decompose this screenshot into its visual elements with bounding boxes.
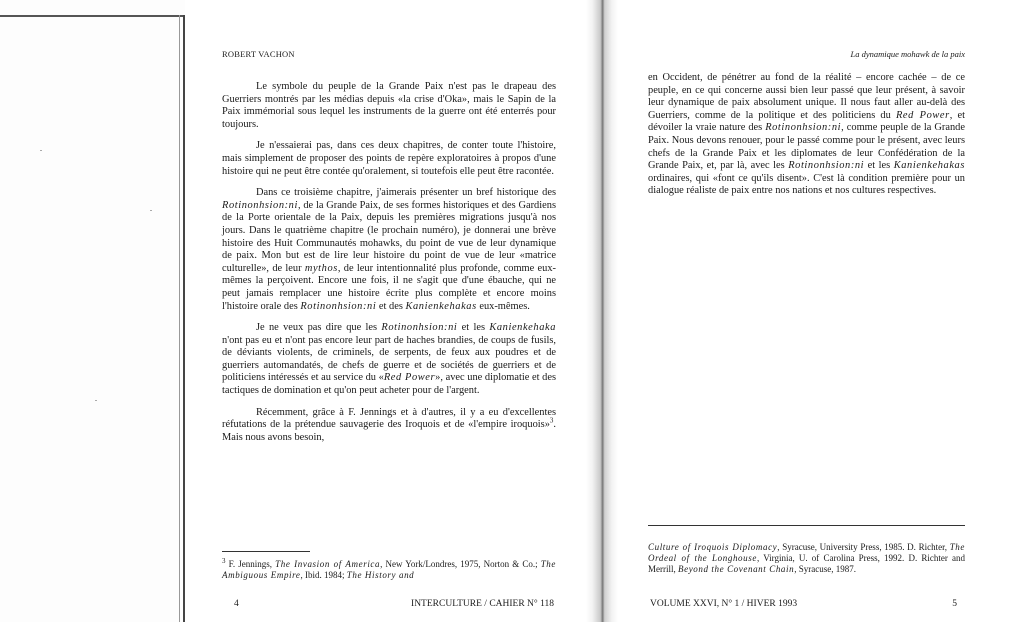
paragraph: en Occident, de pénétrer au fond de la réalité – encore cachée – de ce peuple, en ce qui concerne aussi bien leur passé que leur présent, à savoir leur dynamique de paix absolument unique. Il nous faut aller au-delà des Guerriers, comme de la politique et des politiciens du Red Power, et dévoiler la vraie nature des Rotinonhsion:ni, comme peuple de la Grande Paix. Nous devons renouer, pour le passé comme pour le présent, avec leurs chefs de la Grande Paix et les diplomates de leur Confédération de la Grande Paix, et, par là, avec les Rotinonhsion:ni et les Kanienkehakas ordinaires, qui «font ce qu'ils disent». C'est là condition première pour un dialogue réaliste de paix entre nos nations et nos cultures respectives. [648, 72, 965, 197]
italic-term: The History and [346, 570, 415, 580]
footnote-rule [648, 525, 965, 526]
page-number: 5 [952, 599, 957, 609]
footnote: $^3$ F. Jennings, The Invasion of America, New York/Londres, 1975, Norton & Co.; The Ambiguous Empire, Ibid. 1984; The History and [222, 557, 557, 580]
left-page [222, 40, 556, 615]
page-edge-top-line [0, 15, 183, 17]
paragraph: Je ne veux pas dire que les Rotinonhsion:ni et les Kanienkehaka n'ont pas eu et n'ont pas encore leur part de haches brandies, de coups de fusils, de déviants violents, de criminels, de serpents, de feux aux poudres et de guerriers automandatés, de chefs de guerre et de sociétés de guerriers et de politiciens intéressés et au service du «Red Power», avec une diplomatie et des tactiques de domination et qu'on peut acheter pour de l'argent. [222, 322, 556, 397]
left-page-body [222, 81, 556, 453]
italic-term: Kanienkehakas [893, 160, 965, 172]
journal-footer: INTERCULTURE / CAHIER N° 118 [411, 599, 554, 609]
italic-term: Rotinonhsion:ni [300, 300, 377, 312]
right-page [648, 40, 965, 615]
italic-term: mythos [304, 262, 338, 274]
italic-term: The Invasion of America [275, 559, 381, 569]
italic-term: The Ambiguous Empire [222, 559, 557, 580]
footnote-rule [222, 551, 310, 552]
italic-term: The Ordeal of the Longhouse [648, 542, 965, 563]
book-gutter [586, 0, 618, 622]
italic-term: Rotinonhsion:ni [765, 122, 842, 134]
page-number: 4 [234, 599, 239, 609]
italic-term: Red Power [895, 109, 950, 121]
italic-term: Kanienkehakas [405, 300, 477, 312]
italic-term: Rotinonhsion:ni [788, 160, 865, 172]
scan-speck [150, 210, 152, 211]
paragraph: Je n'essaierai pas, dans ces deux chapitres, de conter toute l'histoire, mais simplement de proposer des points de repère exploratoires à propos d'une histoire qui ne peut être contée qu'oralement, si toutefois elle peut être racontée. [222, 140, 556, 177]
paragraph: Dans ce troisième chapitre, j'aimerais présenter un bref historique des Rotinonhsion:ni, de la Grande Paix, de ses formes historiques et des Gardiens de la Porte orientale de la Paix, depuis les premières migrations jusqu'à nos jours. Dans le quatrième chapitre (le prochain numéro), je donnerai une brève histoire des Huit Communautés mohawks, du point de vue de leur dynamique de paix. Mon but est de lire leur histoire du point de vue de leur «matrice culturelle», de leur mythos, de leur intentionnalité plus profonde, comme eux-mêmes la perçoivent. Encore une fois, il ne s'agit que d'une ébauche, qui ne peut jamais remplacer une histoire écrite plus complète et encore moins l'histoire orale des Rotinonhsion:ni et des Kanienkehakas eux-mêmes. [222, 187, 556, 312]
journal-footer: VOLUME XXVI, N° 1 / HIVER 1993 [650, 599, 798, 609]
italic-term: Beyond the Covenant Chain [678, 564, 795, 574]
paragraph: Récemment, grâce à F. Jennings et à d'autres, il y a eu d'excellentes réfutations de la prétendue sauvagerie des Iroquois et de «l'empire iroquois»$^3$. Mais nous avons besoin, [222, 406, 556, 443]
italic-term: Red Power [383, 372, 436, 384]
italic-term: Kanienkehaka [489, 322, 556, 334]
right-running-head: La dynamique mohawk de la paix [850, 49, 965, 59]
adjacent-page-edge [0, 0, 185, 622]
paragraph: Le symbole du peuple de la Grande Paix n'est pas le drapeau des Guerriers montrés par les médias depuis «la crise d'Oka», mais le Sapin de la Paix immémorial sous lequel les instruments de la guerre ont été enterrés pour toujours. [222, 81, 556, 130]
right-page-body [648, 72, 965, 207]
page-edge-inner-line [179, 15, 180, 622]
italic-term: Rotinonhsion:ni [381, 322, 458, 334]
footnote: Culture of Iroquois Diplomacy, Syracuse, University Press, 1985. D. Richter, The Ordeal of the Longhouse, Virginia, U. of Carolina Press, 1992. D. Richter and Merrill, Beyond the Covenant Chain, Syracuse, 1987. [648, 542, 965, 574]
scan-speck [95, 400, 97, 401]
footnote-marker: 3 [222, 557, 226, 565]
footnote-marker: 3 [549, 416, 554, 425]
page-edge-line [183, 15, 185, 622]
left-running-head: ROBERT VACHON [222, 49, 295, 59]
scan-speck [40, 150, 42, 151]
italic-term: Rotinonhsion:ni [222, 199, 298, 211]
italic-term: Culture of Iroquois Diplomacy [648, 542, 778, 552]
